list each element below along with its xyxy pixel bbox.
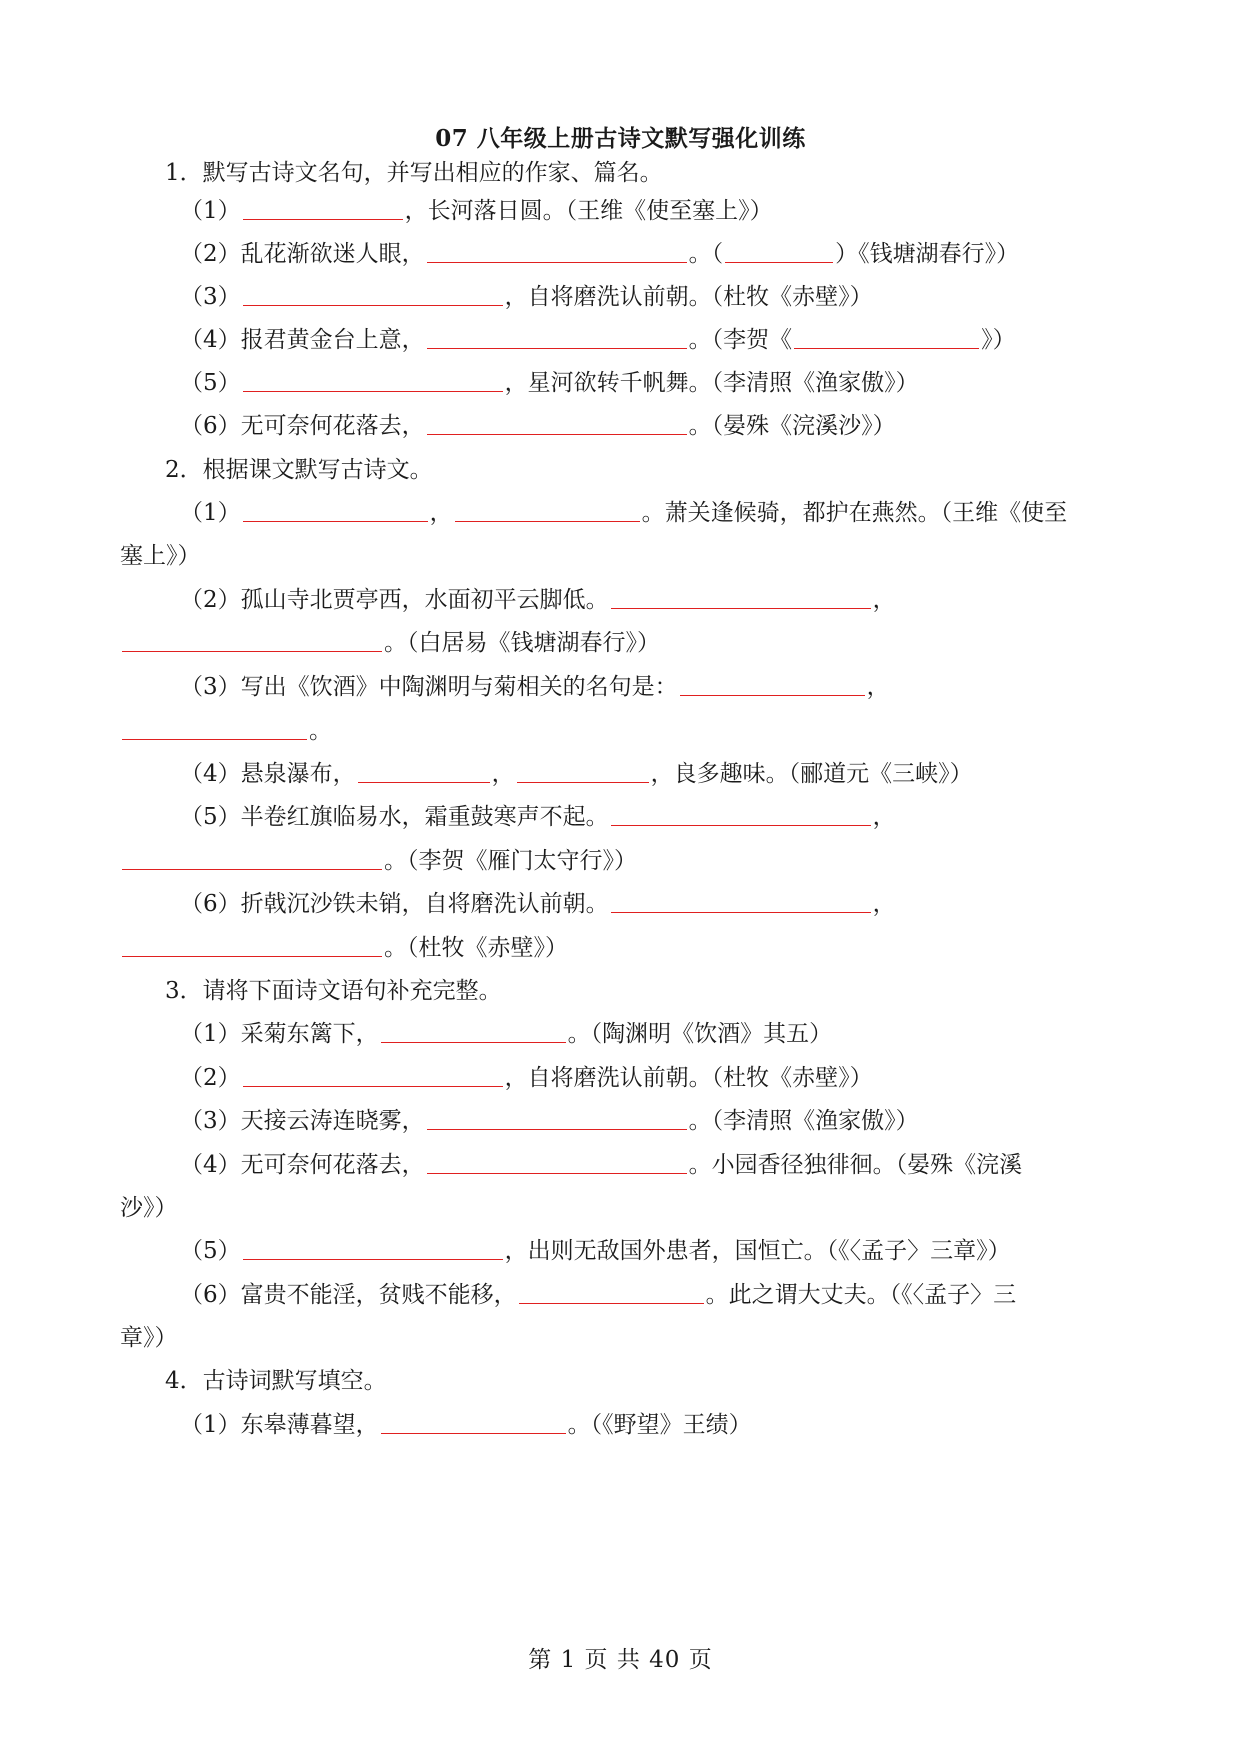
q1-item-4: （4）报君黄金台上意， 。（李贺《 》） — [180, 327, 1016, 353]
answer-blank[interactable] — [611, 890, 871, 913]
answer-blank[interactable] — [427, 412, 687, 435]
answer-blank[interactable] — [358, 760, 490, 783]
answer-blank[interactable] — [122, 717, 307, 740]
answer-blank[interactable] — [243, 1237, 503, 1260]
q2-item-3: （3）写出《饮酒》中陶渊明与菊相关的名句是： ， — [180, 674, 890, 700]
q3-item-4: （4）无可奈何花落去， 。小园香径独徘徊。（晏殊《浣溪 — [180, 1152, 1023, 1178]
question-1-heading: 1．默写古诗文名句，并写出相应的作家、篇名。 — [165, 160, 663, 186]
answer-blank[interactable] — [122, 847, 382, 870]
answer-blank[interactable] — [427, 326, 687, 349]
answer-blank[interactable] — [243, 283, 503, 306]
q1-item-2: （2）乱花渐欲迷人眼， 。（ ）《钱塘湖春行》） — [180, 241, 1020, 267]
q2-item-2: （2）孤山寺北贾亭西，水面初平云脚低。 ， — [180, 587, 896, 613]
answer-blank[interactable] — [455, 499, 640, 522]
q2-item-5-cont: 。（李贺《雁门太守行》） — [120, 846, 637, 876]
q3-item-1: （1）采菊东篱下， 。（陶渊明《饮酒》其五） — [180, 1021, 833, 1047]
q2-item-6: （6）折戟沉沙铁未销，自将磨洗认前朝。 ， — [180, 891, 896, 917]
q1-item-6: （6）无可奈何花落去， 。（晏殊《浣溪沙》） — [180, 413, 896, 439]
page-title: 07 八年级上册古诗文默写强化训练 — [435, 125, 806, 152]
q4-item-1: （1）东皋薄暮望， 。（《野望》王绩） — [180, 1412, 752, 1438]
author-blank[interactable] — [725, 240, 833, 263]
answer-blank[interactable] — [243, 499, 428, 522]
question-3-heading: 3．请将下面诗文语句补充完整。 — [165, 978, 502, 1004]
q2-item-4: （4）悬泉瀑布， ， ，良多趣味。（郦道元《三峡》） — [180, 761, 973, 787]
q2-item-1: （1） ， 。萧关逢候骑，都护在燕然。（王维《使至 — [180, 500, 1068, 526]
answer-blank[interactable] — [381, 1020, 566, 1043]
q1-item-3: （3） ，自将磨洗认前朝。（杜牧《赤壁》） — [180, 284, 873, 310]
q3-item-3: （3）天接云涛连晓雾， 。（李清照《渔家傲》） — [180, 1108, 919, 1134]
answer-blank[interactable] — [381, 1411, 566, 1434]
q1-item-5: （5） ，星河欲转千帆舞。（李清照《渔家傲》） — [180, 370, 919, 396]
answer-blank[interactable] — [427, 1107, 687, 1130]
q3-item-4-cont: 沙》） — [120, 1195, 178, 1221]
answer-blank[interactable] — [122, 934, 382, 957]
q3-item-2: （2） ，自将磨洗认前朝。（杜牧《赤壁》） — [180, 1065, 873, 1091]
q2-item-2-cont: 。（白居易《钱塘湖春行》） — [120, 628, 660, 658]
answer-blank[interactable] — [243, 369, 503, 392]
answer-blank[interactable] — [611, 803, 871, 826]
q2-item-5: （5）半卷红旗临易水，霜重鼓寒声不起。 ， — [180, 804, 896, 830]
q2-item-3-cont: 。 — [120, 716, 332, 746]
q3-item-6: （6）富贵不能淫，贫贱不能移， 。此之谓大丈夫。（《〈孟子〉三 — [180, 1282, 1017, 1308]
q2-item-1-cont: 塞上》） — [120, 543, 201, 569]
answer-blank[interactable] — [427, 240, 687, 263]
answer-blank[interactable] — [517, 760, 649, 783]
answer-blank[interactable] — [122, 629, 382, 652]
answer-blank[interactable] — [611, 586, 871, 609]
answer-blank[interactable] — [243, 1064, 503, 1087]
question-2-heading: 2．根据课文默写古诗文。 — [165, 457, 433, 483]
q3-item-5: （5） ，出则无敌国外患者，国恒亡。（《〈孟子〉三章》） — [180, 1238, 1011, 1264]
answer-blank[interactable] — [680, 673, 865, 696]
title-blank[interactable] — [794, 326, 979, 349]
q1-item-1: （1） ，长河落日圆。（王维《使至塞上》） — [180, 198, 773, 224]
answer-blank[interactable] — [243, 197, 403, 220]
question-4-heading: 4．古诗词默写填空。 — [165, 1368, 387, 1394]
q3-item-6-cont: 章》） — [120, 1325, 178, 1351]
q2-item-6-cont: 。（杜牧《赤壁》） — [120, 933, 568, 963]
page-footer: 第 1 页 共 40 页 — [528, 1647, 713, 1673]
answer-blank[interactable] — [519, 1281, 704, 1304]
answer-blank[interactable] — [427, 1151, 687, 1174]
